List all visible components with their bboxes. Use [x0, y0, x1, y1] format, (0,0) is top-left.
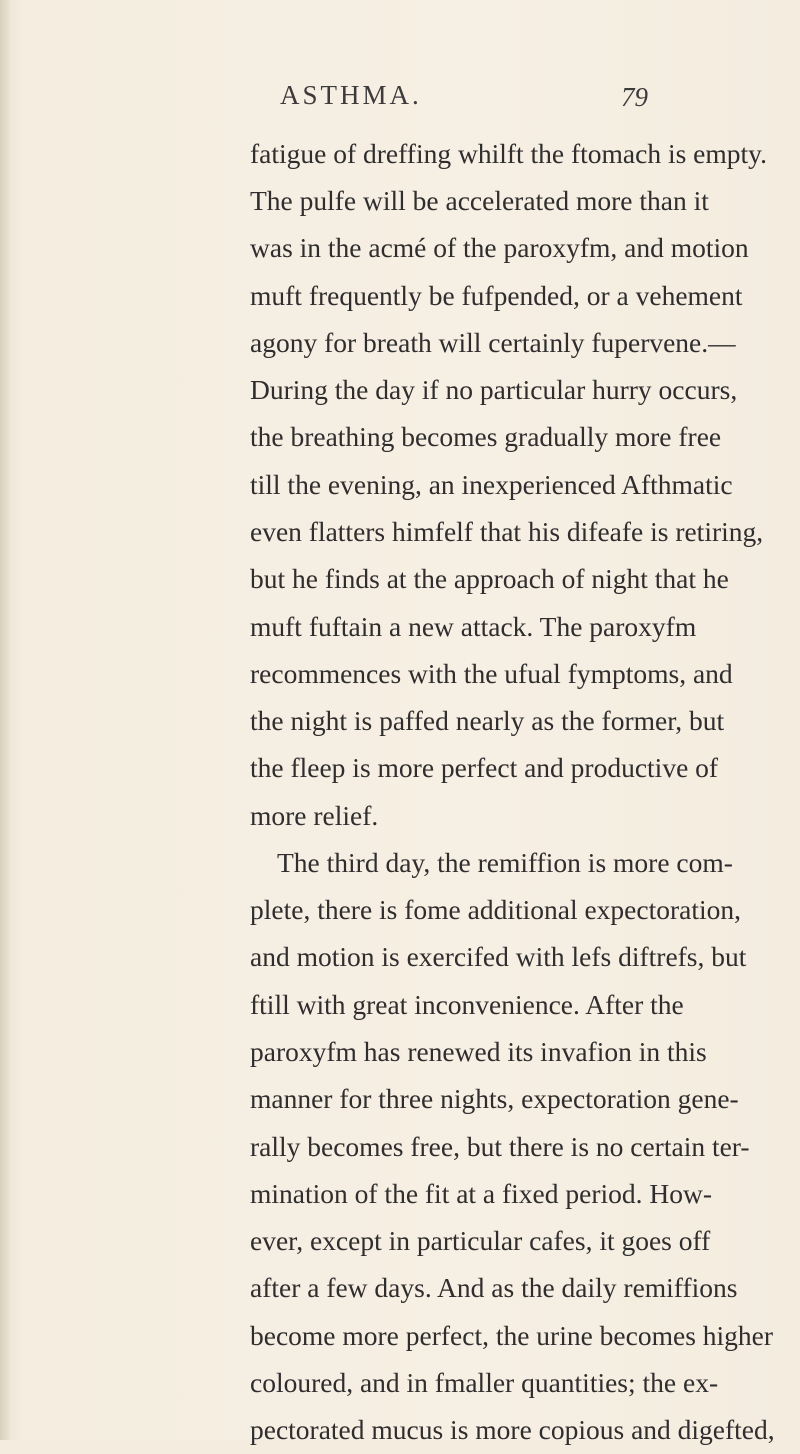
text-line: and motion is exercifed with lefs diftrefs, but	[250, 941, 747, 972]
text-line: more relief.	[250, 800, 379, 831]
text-line: muft frequently be fufpended, or a vehement	[250, 280, 743, 311]
running-title: ASTHMA.	[280, 80, 422, 110]
text-line: agony for breath will certainly fupervene.—	[250, 327, 736, 358]
text-line: ever, except in particular cafes, it goes off	[250, 1225, 711, 1256]
text-line: manner for three nights, expectoration gene-	[250, 1083, 739, 1114]
text-line: even flatters himfelf that his difeafe is retiring,	[250, 516, 764, 547]
text-line: was in the acmé of the paroxyfm, and motion	[250, 232, 749, 263]
text-line: after a few days. And as the daily remiffions	[250, 1272, 738, 1303]
text-line: rally becomes free, but there is no certain ter-	[250, 1131, 750, 1162]
text-line: become more perfect, the urine becomes higher	[250, 1320, 774, 1351]
text-line: coloured, and in fmaller quantities; the ex-	[250, 1367, 719, 1398]
text-line: fatigue of dreffing whilft the ftomach is empty.	[250, 138, 768, 169]
text-line: ftill with great inconvenience. After the	[250, 989, 684, 1020]
text-line: paroxyfm has renewed its invafion in this	[250, 1036, 707, 1067]
text-line: muft fuftain a new attack. The paroxyfm	[250, 611, 697, 642]
text-line: pectorated mucus is more copious and digefted,	[250, 1414, 775, 1445]
text-line: plete, there is fome additional expectoration,	[250, 894, 741, 925]
page-number: 79	[621, 82, 648, 112]
text-line: the fleep is more perfect and productive of	[250, 752, 719, 783]
text-line: the breathing becomes gradually more free	[250, 421, 722, 452]
text-line: till the evening, an inexperienced Afthmatic	[250, 469, 733, 500]
text-line: The pulfe will be accelerated more than it	[250, 185, 709, 216]
text-line: but he finds at the approach of night that he	[250, 563, 729, 594]
text-line: the night is paffed nearly as the former, but	[250, 705, 725, 736]
text-line: mination of the fit at a fixed period. How-	[250, 1178, 713, 1209]
text-line: recommences with the ufual fymptoms, and	[250, 658, 733, 689]
paragraph-start-line: The third day, the remiffion is more com-	[277, 847, 733, 878]
text-line: During the day if no particular hurry occurs,	[250, 374, 738, 405]
